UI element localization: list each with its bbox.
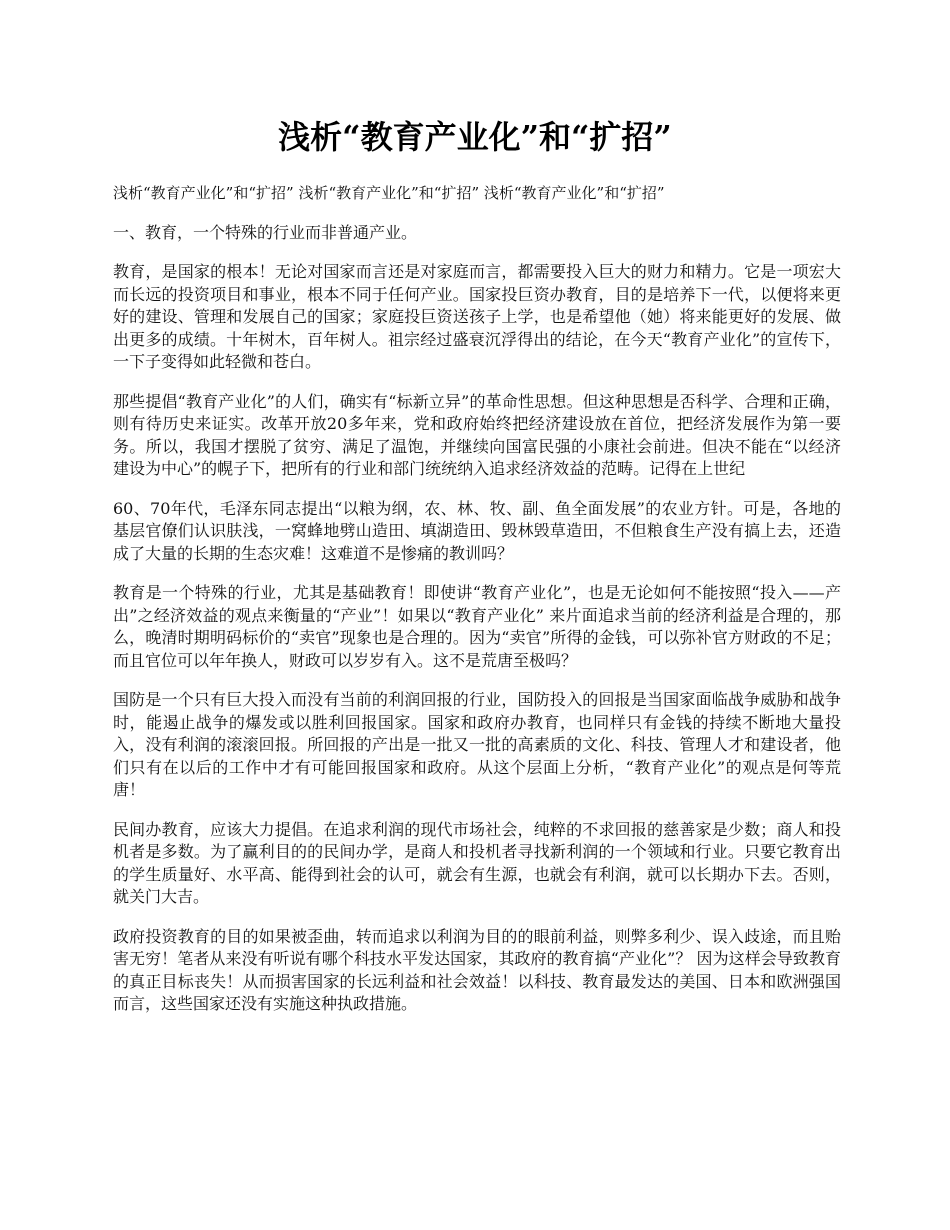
body-paragraph: 教育，是国家的根本！无论对国家而言还是对家庭而言，都需要投入巨大的财力和精力。它是一项宏大而长远的投资项目和事业，根本不同于任何产业。国家投巨资办教育，目的是培养下一代，以便将来更好的建设、管理和发展自己的国家；家庭投巨资送孩子上学，也是希望他（她）将来能更好的发展、做出更多的成绩。十年树木，百年树人。祖宗经过盛衰沉浮得出的结论，在今天“教育产业化”的宣传下，一下子变得如此轻微和苍白。 [113, 262, 841, 371]
body-paragraph: 民间办教育，应该大力提倡。在追求利润的现代市场社会，纯粹的不求回报的慈善家是少数；商人和投机者是多数。为了赢利目的的民间办学，是商人和投机者寻找新利润的一个领域和行业。只要它教育出的学生质量好、水平高、能得到社会的认可，就会有生源，也就会有利润，就可以长期办下去。否则，就关门大吉。 [113, 819, 841, 906]
subtitle-paragraph: 浅析“教育产业化”和“扩招” 浅析“教育产业化”和“扩招” 浅析“教育产业化”和“扩招” [113, 184, 665, 202]
document-body [113, 182, 841, 1033]
section-heading: 一、教育，一个特殊的行业而非普通产业。 [113, 222, 418, 242]
body-paragraph: 政府投资教育的目的如果被歪曲，转而追求以利润为目的的眼前利益，则弊多利少、误入歧途，而且贻害无穷！笔者从来没有听说有哪个科技水平发达国家，其政府的教育搞“产业化”？ 因为这样会导致教育的真正目标丧失！从而损害国家的长远利益和社会效益！以科技、教育最发达的美国、日本和欧洲强国而言，这些国家还没有实施这种执政措施。 [113, 926, 841, 1013]
body-paragraph: 教育是一个特殊的行业，尤其是基础教育！即使讲“教育产业化”，也是无论如何不能按照“投入——产出”之经济效益的观点来衡量的“产业”！如果以“教育产业化” 来片面追求当前的经济利益是合理的，那么，晚清时期明码标价的“卖官”现象也是合理的。因为“卖官”所得的金钱，可以弥补官方财政的不足；而且官位可以年年换人，财政可以岁岁有入。这不是荒唐至极吗？ [113, 583, 841, 670]
document-title: 浅析“教育产业化”和“扩招” [278, 118, 672, 156]
body-paragraph: 那些提倡“教育产业化”的人们，确实有“标新立异”的革命性思想。但这种思想是否科学、合理和正确，则有待历史来证实。改革开放20多年来，党和政府始终把经济建设放在首位，把经济发展作为第一要务。所以，我国才摆脱了贫穷、满足了温饱，并继续向国富民强的小康社会前进。但决不能在“以经济建设为中心”的幌子下，把所有的行业和部门统统纳入追求经济效益的范畴。记得在上世纪 [113, 391, 841, 478]
body-paragraph: 国防是一个只有巨大投入而没有当前的利润回报的行业，国防投入的回报是当国家面临战争威胁和战争时，能遏止战争的爆发或以胜利回报国家。国家和政府办教育，也同样只有金钱的持续不断地大量投入，没有利润的滚滚回报。所回报的产出是一批又一批的高素质的文化、科技、管理人才和建设者，他们只有在以后的工作中才有可能回报国家和政府。从这个层面上分析，“教育产业化”的观点是何等荒唐！ [113, 690, 841, 799]
body-paragraph: 60、70年代，毛泽东同志提出“以粮为纲，农、林、牧、副、鱼全面发展”的农业方针。可是，各地的基层官僚们认识肤浅，一窝蜂地劈山造田、填湖造田、毁林毁草造田，不但粮食生产没有搞上去，还造成了大量的长期的生态灾难！这难道不是惨痛的教训吗？ [113, 498, 841, 563]
